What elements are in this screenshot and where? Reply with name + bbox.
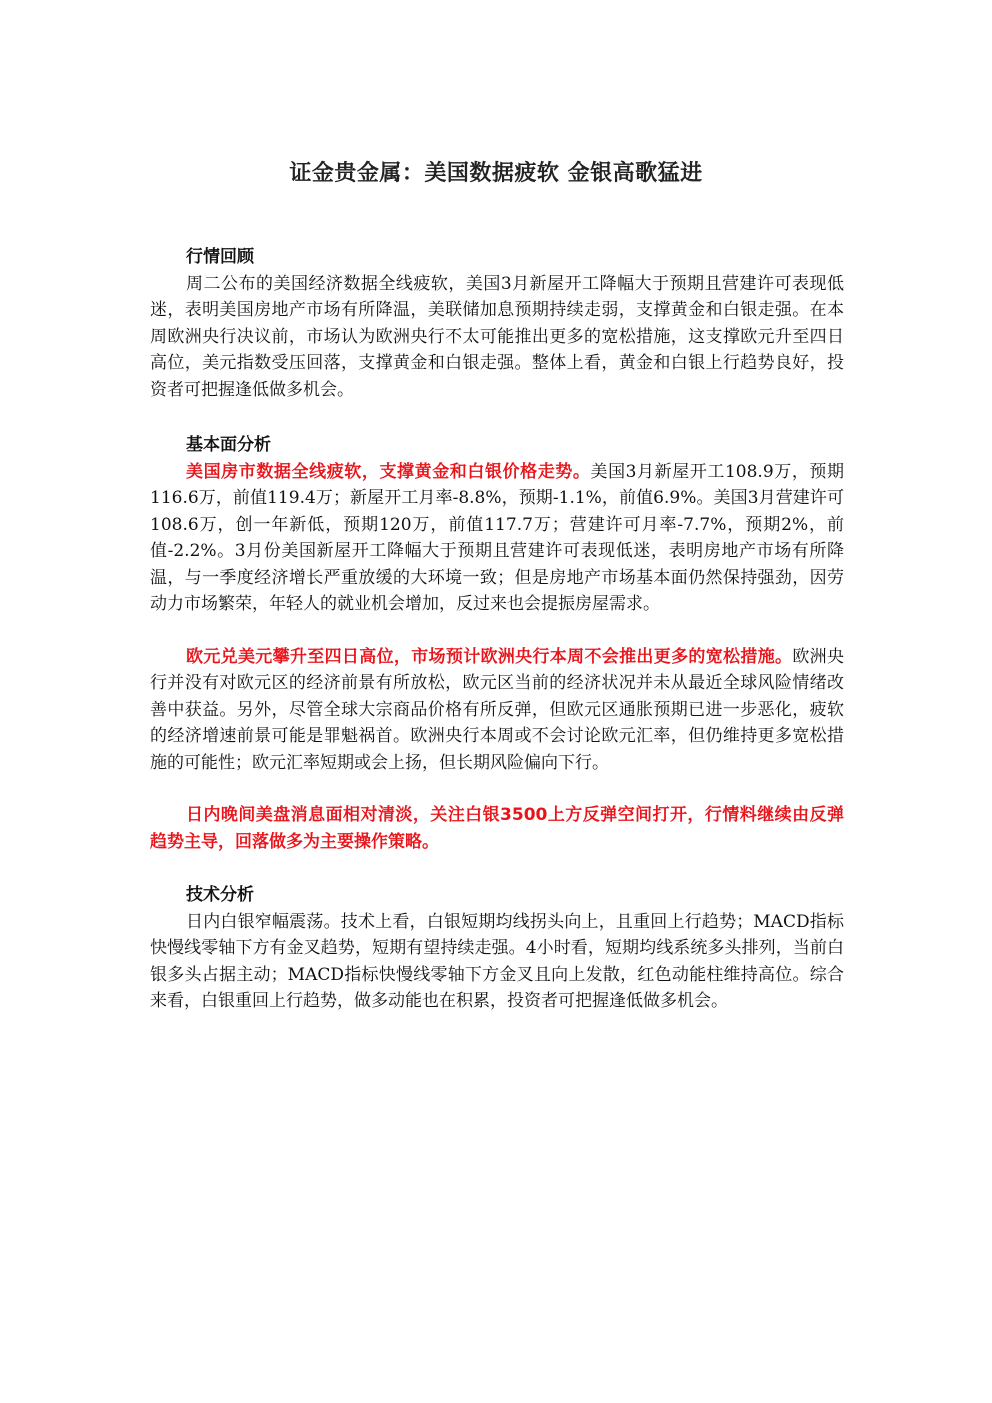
spacer [150,403,844,432]
document-body [150,244,844,1015]
highlight-text: 美国房市数据全线疲软，支撑黄金和白银价格走势。 [186,461,591,482]
highlight-text: 日内晚间美盘消息面相对清淡，关注白银3500上方反弹空间打开，行情料继续由反弹趋势主导，回落做多为主要操作策略。 [150,805,844,852]
paragraph [150,802,844,855]
section-heading: 行情回顾 [186,247,254,267]
highlight-text: 欧元兑美元攀升至四日高位，市场预计欧洲央行本周不会推出更多的宽松措施。 [186,646,793,667]
paragraph: 周二公布的美国经济数据全线疲软，美国3月新屋开工降幅大于预期且营建许可表现低迷，表明美国房地产市场有所降温，美联储加息预期持续走弱，支撑黄金和白银走强。在本周欧洲央行决议前，市场认为欧洲央行不太可能推出更多的宽松措施，这支撑欧元升至四日高位，美元指数受压回落，支撑黄金和白银走强。整体上看，黄金和白银上行趋势良好，投资者可把握逢低做多机会。 [150,273,844,400]
paragraph [150,644,844,777]
paragraph-text: 美国3月新屋开工108.9万，预期116.6万，前值119.4万；新屋开工月率-8.8%，预期-1.1%，前值6.9%。美国3月营建许可108.6万，创一年新低，预期120万，前值117.7万；营建许可月率-7.7%，预期2%，前值-2.2%。3月份美国新屋开工降幅大于预期且营建许可表现低迷，表明房地产市场有所降温，与一季度经济增长严重放缓的大环境一致；但是房地产市场基本面仍然保持强劲，因劳动力市场繁荣，年轻人的就业机会增加，反过来也会提振房屋需求。 [150,461,845,614]
section-technical-analysis [150,882,844,1015]
paragraph-text: 欧洲央行并没有对欧元区的经济前景有所放松，欧元区当前的经济状况并未从最近全球风险情绪改善中获益。另外，尽管全球大宗商品价格有所反弹，但欧元区通胀预期已进一步恶化，疲软的经济增速前景可能是罪魁祸首。欧洲央行本周或不会讨论欧元汇率，但仍维持更多宽松措施的可能性；欧元汇率短期或会上扬，但长期风险偏向下行。 [150,646,845,773]
paragraph: 日内白银窄幅震荡。技术上看，白银短期均线拐头向上，且重回上行趋势；MACD指标快慢线零轴下方有金叉趋势，短期有望持续走强。4小时看，短期均线系统多头排列，当前白银多头占据主动；MACD指标快慢线零轴下方金叉且向上发散，红色动能柱维持高位。综合来看，白银重回上行趋势，做多动能也在积累，投资者可把握逢低做多机会。 [150,911,844,1011]
spacer [150,618,844,644]
section-heading: 基本面分析 [186,435,271,455]
document-title: 证金贵金属：美国数据疲软 金银高歌猛进 [289,161,703,186]
section-heading: 技术分析 [186,885,254,905]
paragraph [150,459,844,618]
spacer [150,855,844,882]
section-fundamental-analysis [150,432,844,855]
spacer [150,776,844,802]
section-market-review [150,244,844,403]
